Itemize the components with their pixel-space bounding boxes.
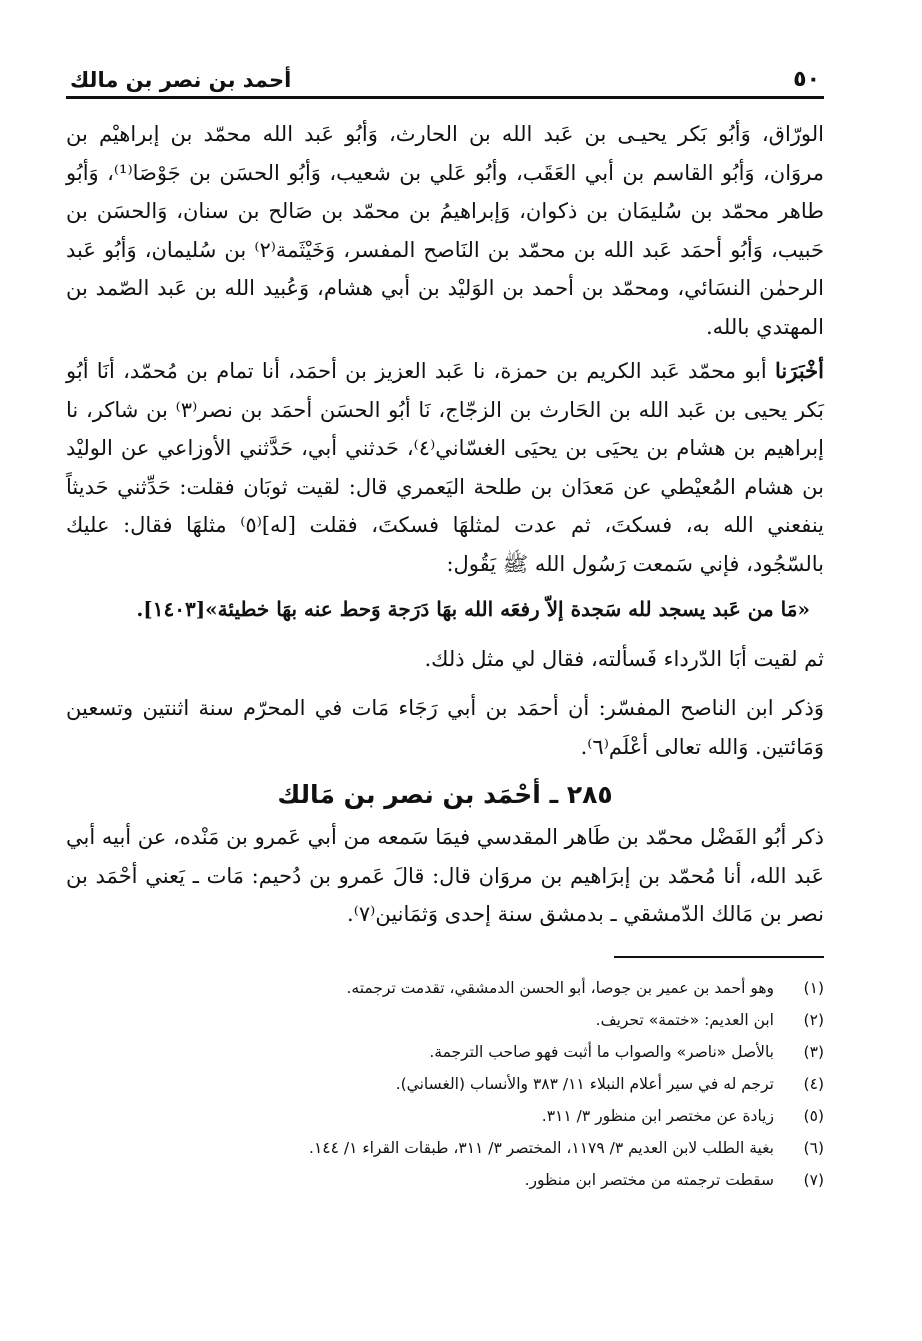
- footnote-item: [66, 1068, 824, 1100]
- paragraph-3: ثم لقيت أبَا الدّرداء فَسألته، فقال لي مثل ذلك.: [424, 647, 824, 671]
- footnote-text: بغية الطلب لابن العديم ٣/ ١١٧٩، المختصر ٣/ ٣١١، طبقات القراء ١/ ١٤٤.: [309, 1138, 774, 1157]
- footnote-text: بالأصل «ناصر» والصواب ما أثبت فهو صاحب الترجمة.: [429, 1042, 774, 1061]
- footnote-number: (٢): [803, 1010, 824, 1029]
- footnote-number: (٧): [803, 1170, 824, 1189]
- footnote-text: وهو أحمد بن عمير بن جوصا، أبو الحسن الدمشقي، تقدمت ترجمته.: [346, 978, 774, 997]
- footnotes-list: [66, 972, 824, 1196]
- footnote-number: (٣): [803, 1042, 824, 1061]
- footnote-number: (٦): [803, 1138, 824, 1157]
- paragraph-4: وَذكر ابن الناصح المفسّر: أن أحمَد بن أبي رَجَاء مَات في المحرّم سنة اثنتين وتسعين وَمَائتين. وَالله تعالى أعْلَم⁽٦⁾.: [66, 696, 824, 759]
- paragraph-2-text: أبو محمّد عَبد الكريم بن حمزة، نا عَبد العزيز بن أحمَد، أنا تمام بن مُحمّد، أنَا أبُو بَكر يحيى بن عَبد الله بن الحَارث بن الزجّاج، نَا أبُو الحسَن أحمَد بن نصر⁽٣⁾ بن شاكر، نا إبراهيم بن هشام بن يحيَى بن يحيَى الغسّاني⁽٤⁾، حَدثني أبي، حَدَّثني الأوزاعي عن الوليْد بن هشام المُعيْطي عن مَعدَان بن طلحة اليَعمري قال: لقيت ثوبَان فقلت: حَدِّثني حَديثاً ينفعني الله به، فسكتَ، ثم عدت لمثلهَا فسكتَ، فقلت [له]⁽٥⁾ مثلهَا فقال: عليك بالسّجُود، فإني سَمعت رَسُول الله ﷺ يَقُول:: [66, 359, 825, 576]
- footnote-item: [66, 1132, 824, 1164]
- paragraph-2: [66, 352, 824, 583]
- footnote-text: سقطت ترجمته من مختصر ابن منظور.: [524, 1170, 774, 1189]
- paragraph-5: ذكر أبُو الفَضْل محمّد بن طَاهر المقدسي فيمَا سَمعه من أبي عَمرو بن مَنْده، عن أبيه أبي عَبد الله، أنا مُحمّد بن إبرَاهيم بن مروَان قال: قالَ عَمرو بن دُحيم: مَات ـ يَعني أحْمَد بن نصر بن مَالك الدّمشقي ـ بدمشق سنة إحدى وَثمَانين⁽٧⁾.: [66, 825, 824, 926]
- footnote-item: [66, 1004, 824, 1036]
- footnote-text: ابن العديم: «ختمة» تحريف.: [595, 1010, 774, 1029]
- page-number: ٥٠: [793, 67, 820, 92]
- footnote-item: [66, 1164, 824, 1196]
- running-title: أحمد بن نصر بن مالك: [70, 68, 292, 92]
- footnote-item: [66, 972, 824, 1004]
- footnote-text: زيادة عن مختصر ابن منظور ٣/ ٣١١.: [541, 1106, 774, 1125]
- hadith-quote: «مَا من عَبد يسجد لله سَجدة إلاّ رفعَه الله بهَا دَرَجة وَحط عنه بهَا خطيئة»[١٤٠٣].: [136, 597, 810, 621]
- footnote-number: (١): [803, 978, 824, 997]
- body-text: [66, 115, 824, 934]
- page-header: [66, 52, 824, 99]
- paragraph-2-lead-word: أخْبَرَنا: [775, 358, 824, 383]
- footnote-divider: [614, 956, 824, 958]
- footnote-number: (٥): [803, 1106, 824, 1125]
- entry-title: ٢٨٥ ـ أحْمَد بن نصر بن مَالك: [277, 780, 613, 809]
- footnote-number: (٤): [803, 1074, 824, 1093]
- paragraph-1: الورّاق، وَأبُو بَكر يحيـى بن عَبد الله بن الحارث، وَأبُو عَبد الله محمّد بن إبراهيْم بن مروَان، وَأبُو القاسم بن أبي العَقَب، وأبُو عَلي بن شعيب، وَأبُو الحسَن بن جَوْصَا⁽¹⁾، وَأبُو طاهر محمّد بن سُليمَان بن ذكوان، وَإبراهيمُ بن محمّد بن صَالح بن سنان، وَالحسَن بن حَبيب، وَأبُو أحمَد عَبد الله بن محمّد بن النَاصح المفسر، وَخَيْثَمة⁽٢⁾ بن سُليمان، وَأبُو عَبد الرحمٰن النسَائي، ومحمّد بن أحمد بن الوَليْد بن أبي هشام، وَعُبيد الله بن عَبد الصّمد بن المهتدي بالله.: [66, 122, 825, 339]
- footnote-item: [66, 1036, 824, 1068]
- document-page: [66, 52, 824, 1196]
- footnote-item: [66, 1100, 824, 1132]
- footnote-text: ترجم له في سير أعلام النبلاء ١١/ ٣٨٣ والأنساب (الغساني).: [395, 1074, 774, 1093]
